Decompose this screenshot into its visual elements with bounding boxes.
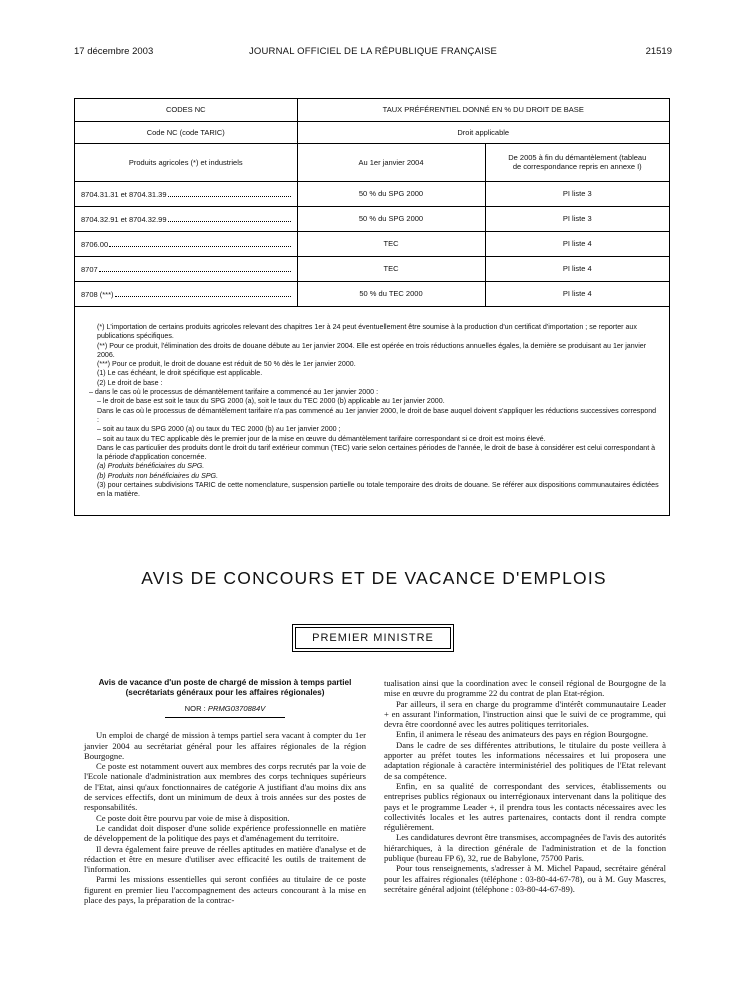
tariff-table [75,99,669,307]
code-cell [75,206,297,231]
header-codes-nc: CODES NC [75,99,297,121]
header-2004: Au 1er janvier 2004 [297,143,485,181]
page-number: 21519 [645,46,672,57]
paragraph: Un emploi de chargé de mission à temps partiel sera vacant à compter du 1er janvier 2004 au secrétariat général pour les affaires régionales de la région Bourgogne. [84,730,366,761]
rate-2004: 50 % du TEC 2000 [297,281,485,306]
note-a: (a) Produits bénéficiaires du SPG. [97,462,205,471]
note-2: (2) Le droit de base : [97,378,163,387]
paragraph: Enfin, en sa qualité de correspondant des services, établissements ou entreprises publics régionaux ou interrégionaux intervenant dans la politique des pays et le programme Leader +, il prendra tous les contacts nécessaires avec les collectivités locales et les autres partenaires, contacts dont il rendra compte régulièrement. [384,780,666,833]
note-b: (b) Produits non bénéficiaires du SPG. [97,471,219,480]
header-taux: TAUX PRÉFÉRENTIEL DONNÉ EN % DU DROIT DE BASE [297,99,669,121]
code-cell [75,181,297,206]
rate-2005: PI liste 4 [485,281,669,306]
code-cell [75,256,297,281]
leader-dots [99,264,291,272]
header-droit-applicable: Droit applicable [297,121,669,143]
paragraph: Enfin, il animera le réseau des animateurs des pays en région Bourgogne. [396,729,649,740]
journal-title: JOURNAL OFFICIEL DE LA RÉPUBLIQUE FRANÇAISE [248,46,498,57]
paragraph: Dans le cadre de ses différentes attributions, le titulaire du poste veillera à apporter au préfet toutes les informations nécessaires et lui proposera une adaptation régionale à caractère interministériel des politiques de l'Etat relevant de sa compétence. [384,739,666,781]
header-2005: De 2005 à fin du démantèlement (tableau de correspondance repris en annexe I) [485,143,669,181]
table-row [75,256,669,281]
nor-reference [84,704,366,714]
leader-dots [109,239,290,247]
article-column-left [84,678,366,905]
leader-dots [115,289,291,297]
rate-2005: PI liste 4 [485,231,669,256]
note-2-dash-a: – dans le cas où le processus de démantèlement tarifaire a commencé au 1er janvier 2000 : [89,388,379,397]
paragraph: Il devra également faire preuve de réelles aptitudes en matière d'analyse et de rédaction et être en mesure d'utiliser avec efficacité les outils de traitement de l'information. [84,843,366,875]
ministry-box [292,624,454,652]
header-produits: Produits agricoles (*) et industriels [75,143,297,181]
table-notes [89,323,659,500]
code-cell [75,231,297,256]
article-title: Avis de vacance d'un poste de chargé de mission à temps partiel (secrétariats généraux pour les affaires régionales) [98,678,352,697]
header-code-taric: Code NC (code TARIC) [75,121,297,143]
code-text: 8706.00 [81,239,109,249]
nor-code: PRMG0370884V [207,704,266,713]
table-row [75,206,669,231]
note-1: (1) Le cas échéant, le droit spécifique est applicable. [97,369,263,378]
leader-dots [168,214,291,222]
rate-2005: PI liste 3 [485,206,669,231]
issue-date: 17 décembre 2003 [74,46,154,57]
note-2-para: Dans le cas où le processus de démantèlement tarifaire n'a pas commencé au 1er janvier 2000, le droit de base auquel doivent s'appliquer les réductions successives correspond : [97,406,657,424]
rate-2004: 50 % du SPG 2000 [297,181,485,206]
page-header [74,46,672,60]
table-row [75,231,669,256]
rate-2005: PI liste 3 [485,181,669,206]
table-row [75,181,669,206]
note-3: (3) pour certaines subdivisions TARIC de cette nomenclature, suspension partielle ou totale temporaire des droits de douane. Se référer aux dispositions communautaires édictées en la matière. [97,481,659,499]
code-text: 8704.31.31 et 8704.31.39 [81,189,167,199]
table-row [75,281,669,306]
paragraph: Pour tous renseignements, s'adresser à M. Michel Papaud, secrétaire général pour les affaires régionales (téléphone : 03-80-44-67-78), ou à M. Guy Mascres, secrétaire général adjoint (téléphone : 03-80-44-67-89). [384,863,666,894]
paragraph: Ce poste est notamment ouvert aux membres des corps recrutés par la voie de l'Ecole nationale d'administration aux membres des corps techniques supérieurs de l'Etat, ainsi qu'aux fonctionnaires de catégorie A justifiant d'au moins dix ans de services effectifs, dont un minimum de deux à trois années sur des postes de responsabilités. [84,761,366,813]
leader-dots [168,189,291,197]
paragraph-continued: tualisation ainsi que la coordination avec le conseil régional de Bourgogne de la mise en œuvre du programme 22 du contrat de plan Etat-région. [384,678,666,699]
note-2-dash-b: – le droit de base est soit le taux du SPG 2000 (a), soit le taux du TEC 2000 (b) applicable au 1er janvier 2000. [97,397,445,406]
code-text: 8707 [81,264,98,274]
paragraph: Par ailleurs, il sera en charge du programme d'intérêt communautaire Leader + en assurant l'information, l'instruction ainsi que le suivi de ce programme, qui devra être coordonné avec les autres politiques territoriales. [384,698,666,730]
code-cell [75,281,297,306]
rate-2004: TEC [297,256,485,281]
paragraph: Ce poste doit être pourvu par voie de mise à disposition. [96,812,290,823]
note-star: (*) L'importation de certains produits agricoles relevant des chapitres 1er à 24 peut éventuellement être soumise à la production d'un certificat d'importation ; se reporter aux publications spécifiques. [97,323,637,341]
rate-2004: 50 % du SPG 2000 [297,206,485,231]
nor-label: NOR : [184,704,206,713]
section-heading: AVIS DE CONCOURS ET DE VACANCE D'EMPLOIS [141,568,607,588]
note-2-para-b: Dans le cas particulier des produits dont le droit du tarif extérieur commun (TEC) varie selon certaines périodes de l'année, le droit de base à considérer est celui correspondant à la période d'application concernée. [97,443,656,462]
paragraph: Parmi les missions essentielles qui seront confiées au titulaire de ce poste figurent en premier lieu l'accompagnement des acteurs concourant à la mise en place des pays, la préparation de la contrac- [84,874,366,906]
code-text: 8704.32.91 et 8704.32.99 [81,214,167,224]
note-2-dash-d: – soit au taux du TEC applicable dès le premier jour de la mise en œuvre du démantèlement tarifaire correspondant si ce droit est moins élevé. [97,434,546,443]
divider [165,717,285,718]
paragraph: Le candidat doit disposer d'une solide expérience professionnelle en matière de développement de la politique des pays et d'aménagement du territoire. [84,822,366,844]
rate-2004: TEC [297,231,485,256]
paragraph: Les candidatures devront être transmises, accompagnées de l'avis des autorités hiérarchiques, à la direction générale de l'administration et de la fonction publique (bureau FP 6), 32, rue de Babylone, 75700 Paris. [384,832,666,864]
note-triple-star: (***) Pour ce produit, le droit de douane est réduit de 50 % dès le 1er janvier 2000. [97,360,356,369]
article-column-right [384,678,666,894]
ministry-label: PREMIER MINISTRE [295,627,451,649]
code-text: 8708 (***) [81,289,114,299]
rate-2005: PI liste 4 [485,256,669,281]
note-2-dash-c: – soit au taux du SPG 2000 (a) ou taux du TEC 2000 (b) au 1er janvier 2000 ; [97,425,341,434]
note-double-star: (**) Pour ce produit, l'élimination des droits de douane débute au 1er janvier 2004. Elle est opérée en trois réductions annuelles égales, la dernière se produisant au 1er janvier 2006. [97,341,647,359]
tariff-box [74,98,670,516]
